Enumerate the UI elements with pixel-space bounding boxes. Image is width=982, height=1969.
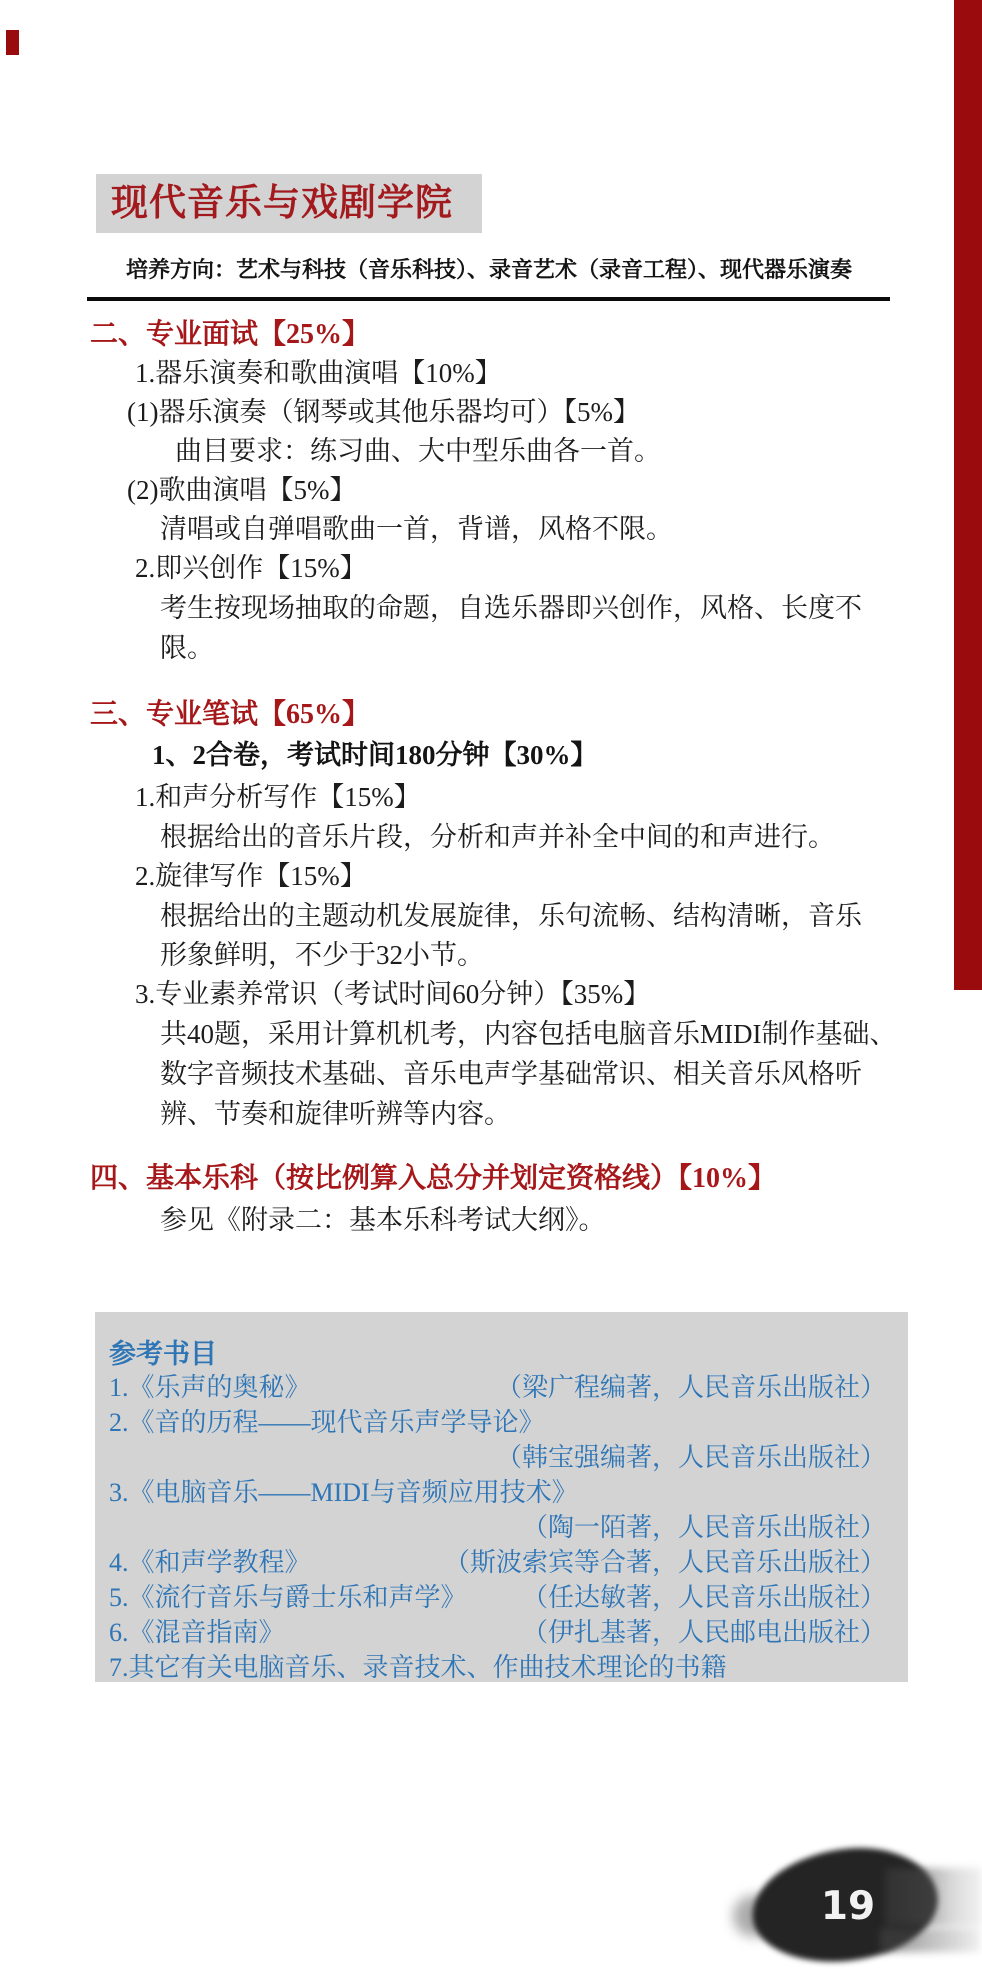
body-line: (1)器乐演奏（钢琴或其他乐器均可）【5%】 <box>127 397 640 427</box>
body-line: 参见《附录二：基本乐科考试大纲》。 <box>160 1205 606 1235</box>
book-title: 7.其它有关电脑音乐、录音技术、作曲技术理论的书籍 <box>109 1653 727 1682</box>
ink-streak <box>885 1868 982 1926</box>
reference-books-box <box>95 1312 908 1682</box>
body-line: 根据给出的音乐片段，分析和声并补全中间的和声进行。 <box>160 822 835 852</box>
college-name: 现代音乐与戏剧学院 <box>111 183 453 224</box>
reference-item <box>109 1612 886 1649</box>
book-publisher: （韩宝强编著，人民音乐出版社） <box>495 1443 886 1472</box>
body-line: 2.即兴创作【15%】 <box>135 553 367 583</box>
body-line: 形象鲜明，不少于32小节。 <box>160 940 484 970</box>
reference-item-publisher <box>109 1437 886 1474</box>
page-edge-mark <box>6 30 19 55</box>
section-heading-basic-music: 四、基本乐科（按比例算入总分并划定资格线）【10%】 <box>90 1163 777 1194</box>
body-line: 曲目要求：练习曲、大中型乐曲各一首。 <box>175 436 661 466</box>
reference-item <box>109 1577 886 1614</box>
book-title: 1.《乐声的奥秘》 <box>109 1373 311 1402</box>
reference-item <box>109 1647 886 1684</box>
book-publisher: （梁广程编著，人民音乐出版社） <box>495 1373 886 1402</box>
reference-item <box>109 1402 886 1439</box>
body-line: 1.和声分析写作【15%】 <box>135 782 421 812</box>
body-line: 清唱或自弹唱歌曲一首，背谱，风格不限。 <box>160 514 673 544</box>
book-publisher: （陶一陌著，人民音乐出版社） <box>521 1513 886 1542</box>
reference-item <box>109 1542 886 1579</box>
header-rule <box>87 297 890 301</box>
body-line: 1.器乐演奏和歌曲演唱【10%】 <box>135 358 502 388</box>
section-heading-written-exam: 三、专业笔试【65%】 <box>90 699 371 730</box>
body-line: (2)歌曲演唱【5%】 <box>127 475 357 505</box>
body-line: 考生按现场抽取的命题，自选乐器即兴创作，风格、长度不 <box>160 593 862 623</box>
book-title: 4.《和声学教程》 <box>109 1548 311 1577</box>
reference-item-publisher <box>109 1507 886 1544</box>
college-header-box <box>96 174 482 233</box>
book-publisher: （斯波索宾等合著，人民音乐出版社） <box>443 1548 886 1577</box>
body-line: 数字音频技术基础、音乐电声学基础常识、相关音乐风格听 <box>160 1059 862 1089</box>
reference-item <box>109 1472 886 1509</box>
book-title: 5.《流行音乐与爵士乐和声学》 <box>109 1583 467 1612</box>
body-line: 限。 <box>160 633 214 663</box>
body-line: 3.专业素养常识（考试时间60分钟）【35%】 <box>135 979 651 1009</box>
book-title: 6.《混音指南》 <box>109 1618 285 1647</box>
body-line: 2.旋律写作【15%】 <box>135 861 367 891</box>
section-heading-interview: 二、专业面试【25%】 <box>90 319 371 350</box>
body-line: 辨、节奏和旋律听辨等内容。 <box>160 1099 511 1129</box>
written-exam-subheading: 1、2合卷，考试时间180分钟【30%】 <box>152 740 598 770</box>
right-red-sidebar <box>954 0 982 990</box>
reference-title: 参考书目 <box>109 1339 217 1369</box>
body-line: 根据给出的主题动机发展旋律，乐句流畅、结构清晰，音乐 <box>160 901 862 931</box>
ink-streak <box>880 1928 980 1952</box>
body-line: 共40题，采用计算机机考，内容包括电脑音乐MIDI制作基础、 <box>160 1019 897 1049</box>
book-publisher: （伊扎基著，人民邮电出版社） <box>521 1618 886 1647</box>
page-number: 19 <box>820 1884 876 1929</box>
training-direction-line: 培养方向：艺术与科技（音乐科技）、录音艺术（录音工程）、现代器乐演奏 <box>126 257 853 282</box>
book-title: 2.《音的历程——现代音乐声学导论》 <box>109 1408 545 1437</box>
book-publisher: （任达敏著，人民音乐出版社） <box>521 1583 886 1612</box>
book-title: 3.《电脑音乐——MIDI与音频应用技术》 <box>109 1478 578 1507</box>
reference-item <box>109 1367 886 1404</box>
